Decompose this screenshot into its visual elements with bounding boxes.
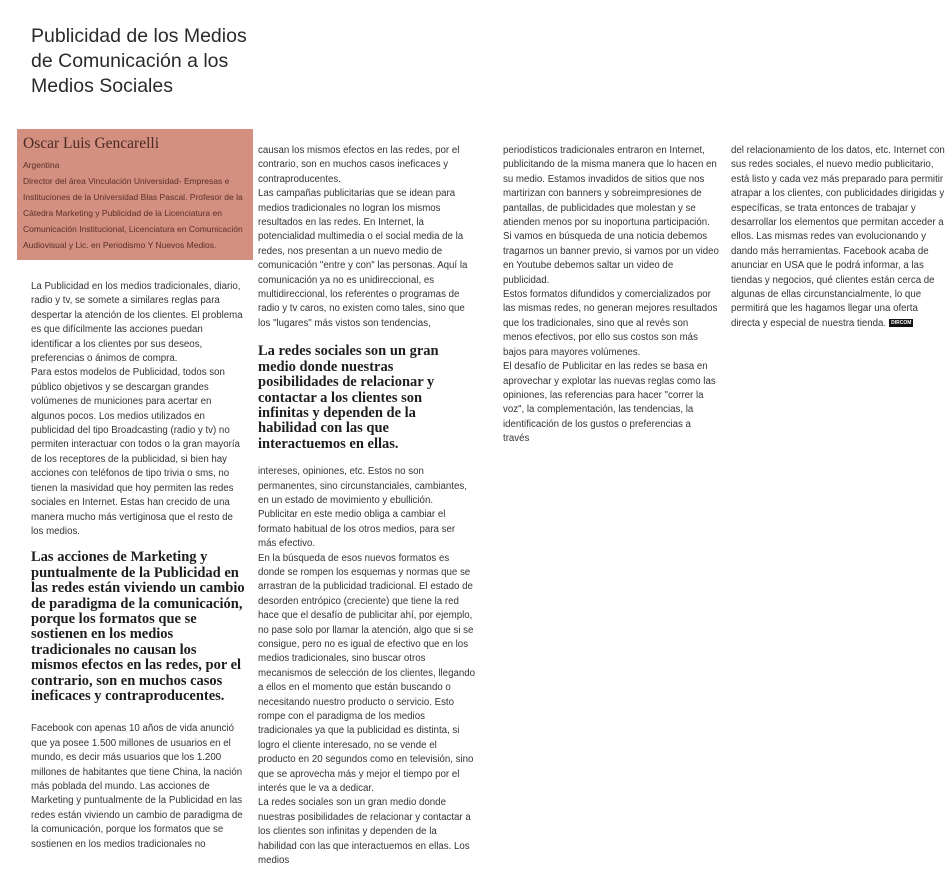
paragraph xyxy=(731,144,946,331)
paragraph: Facebook con apenas 10 años de vida anunció que ya posee 1.500 millones de usuarios en el mundo, es decir más usuarios que los 1.200 millones de habitantes que tiene China, la nación más poblada del mundo. Las acciones de Marketing y puntualmente de la Publicidad en las redes están viviendo un cambio de paradigma de la comunicación, porque los formatos que se sostienen en los medios tradicionales no xyxy=(31,723,243,850)
pull-quote: La redes sociales son un gran medio donde nuestras posibilidades de relacionar y contactar a los clientes son infinitas y dependen de la habilidad con las que interactuemos en ellas. xyxy=(258,343,439,452)
paragraph: Estos formatos difundidos y comercializados por las mismas redes, no generan mejores resultados que los tradicionales, sino que al revés son menos efectivos, por ello sus costos son más bajos para mayores volúmenes. xyxy=(503,289,718,358)
author-bio: Director del área Vinculación Universidad- Empresas e Instituciones de la Universidad Blas Pascal. Profesor de la Cátedra Marketing y Publicidad de la Licenciatura en Comunicación Institucional, Licenciatura en Comunicación Audiovisual y Lic. en Periodismo Y Nuevos Medios. xyxy=(23,176,243,250)
paragraph-text: del relacionamiento de los datos, etc. Internet con sus redes sociales, el nuevo medio publicitario, está listo y cada vez más preparado para permitir atrapar a los clientes, con publicidades dirigidas y específicas, se trata entonces de trabajar y desarrollar los elementos que permitan acceder a ellos. Las mismas redes van evolucionando y dando más herramientas. Facebook acaba de anunciar en USA que le podrá informar, a las tiendas y negocios, qué clientes están cerca de algunas de ellas circunstancialmente, lo que permitirá que les hagamos llegar una oferta directa y especial de nuestra tienda. xyxy=(731,145,945,329)
dircom-end-badge: DIRCOM xyxy=(891,320,912,327)
paragraph: causan los mismos efectos en las redes, por el contrario, son en muchos casos ineficaces y contraproducentes. xyxy=(258,145,460,185)
column-3 xyxy=(503,144,719,447)
paragraph: La Publicidad en los medios tradicionales, diario, radio y tv, se somete a similares reglas para despertar la atención de los clientes. El problema es que difícilmente las acciones puedan identificar a los clientes por sus deseos, preferencias o ánimos de compra. xyxy=(31,281,243,365)
paragraph: Si vamos en búsqueda de una noticia debemos tragarnos un banner previo, si vamos por un video en Youtube debemos saltar un video de publicidad. xyxy=(503,231,719,286)
column-2 xyxy=(258,144,475,869)
paragraph: Las campañas publicitarias que se idean para medios tradicionales no logran los mismos resultados en las redes. En Internet, la potencialidad multimedia o el social media de la redes, nos presentan a un nuevo medio de comunicación "entre y con" las personas. Aquí la comunicación ya no es unidireccional, es multidireccional, los referentes o programas de radio y tv caros, no existen como tales, sino que los "lugares" más vistos son tendencias, xyxy=(258,188,468,329)
title-line: de Comunicación a los xyxy=(31,50,229,72)
paragraph: periodísticos tradicionales entraron en Internet, publicitando de la misma manera que lo hacen en su medio. Estamos invadidos de sitios que nos martirizan con banners y sobreimpresiones de pantallas, de publicidades que molestan y se atienden menos por su inoportuna participación. xyxy=(503,145,717,229)
author-box xyxy=(17,129,253,260)
title-line: Medios Sociales xyxy=(31,75,173,97)
author-country: Argentina xyxy=(23,160,60,170)
article-title xyxy=(31,24,271,99)
paragraph: intereses, opiniones, etc. Estos no son permanentes, sino circunstanciales, cambiantes, en un estado de movimiento y ebullición. Publicitar en este medio obliga a cambiar el formato habitual de los otros medios, para ser más efectivo. xyxy=(258,466,467,550)
paragraph: La redes sociales son un gran medio donde nuestras posibilidades de relacionar y contactar a los clientes son infinitas y dependen de la habilidad con las que interactuemos en ellas. Los medios xyxy=(258,797,471,867)
title-line: Publicidad de los Medios xyxy=(31,25,247,47)
column-4 xyxy=(731,144,946,331)
paragraph: En la búsqueda de esos nuevos formatos es donde se rompen los esquemas y normas que se arrastran de la publicidad tradicional. El estado de desorden entrópico (creciente) que tiene la red hace que el desafío de publicitar ahí, por ejemplo, no pase solo por llamar la atención, algo que si se consigue, pero no es igual de efectivo que en los medios tradicionales, sino buscar otros mecanismos de selección de los clientes, llegando a ellos en el momento que están buscando o necesitando nuestro producto o servicio. Esto rompe con el paradigma de los medios tradicionales ya que la publicidad es distinta, si logro el cliente interesado, no se vende el producto en 20 segundos como en televisión, sino que se aprovecha más y mejor el tiempo por el interés que le va a dedicar. xyxy=(258,552,476,795)
paragraph: El desafío de Publicitar en las redes se basa en aprovechar y explotar las nuevas reglas como las opiniones, las referencias para hacer "correr la voz", la complementación, las tendencias, la identificación de los gustos o preferencias a través xyxy=(503,361,716,445)
paragraph: Para estos modelos de Publicidad, todos son público objetivos y se descargan grandes volúmenes de municiones para acertar en algunos pocos. Los medios utilizados en publicidad del tipo Broadcasting (radio y tv) no permiten interactuar con todos o la gran mayoría de los receptores de la publicidad, si bien hay acciones con teléfonos de tipo trivia o sms, no tienen la masividad que hoy permiten las redes sociales en Internet. Estas han crecido de una manera mucho más vertiginosa que el resto de los medios. xyxy=(31,367,240,537)
column-1 xyxy=(31,280,246,852)
pull-quote: Las acciones de Marketing y puntualmente de la Publicidad en las redes están viviendo un cambio de paradigma de la comunicación, porque los formatos que se sostienen en los medios tradicionales no causan los mismos efectos en las redes, por el contrario, son en muchos casos ineficaces y contraproducentes. xyxy=(31,549,245,704)
author-name: Oscar Luis Gencarelli xyxy=(23,135,159,152)
